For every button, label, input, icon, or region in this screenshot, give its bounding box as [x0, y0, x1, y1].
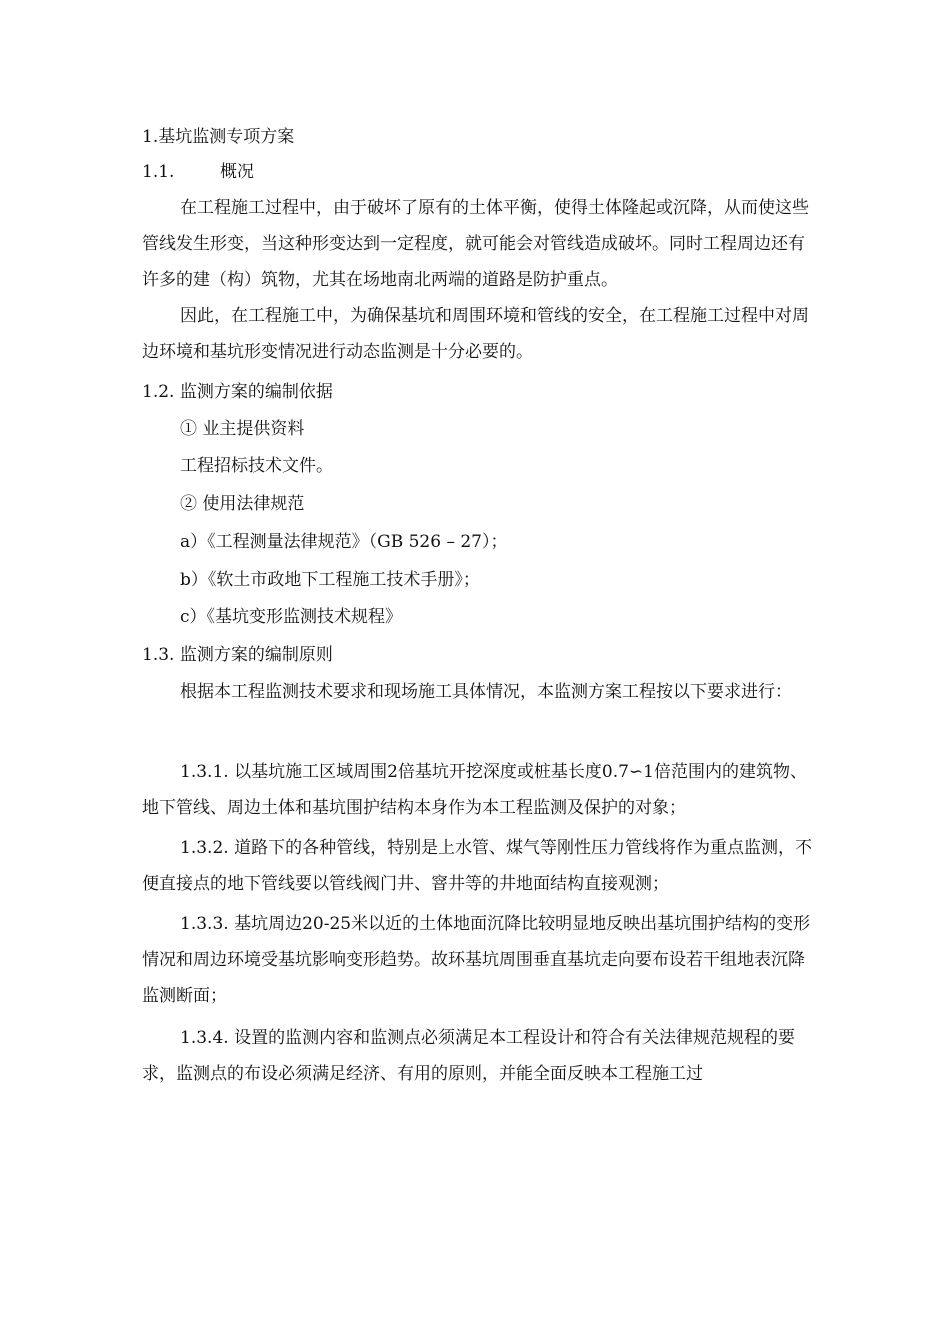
- heading-1-1: [142, 162, 254, 182]
- heading-1: 1.基坑监测专项方案: [142, 127, 295, 147]
- list-item-regulation-b: b）《软土市政地下工程施工技术手册》；: [180, 570, 480, 590]
- paragraph-overview-1: 在工程施工过程中，由于破坏了原有的土体平衡，使得土体隆起或沉降，从而使这些管线发生形变，当这种形变达到一定程度，就可能会对管线造成破坏。同时工程周边还有许多的建（构）筑物，尤其在场地南北两端的道路是防护重点。: [142, 198, 809, 290]
- paragraph-1-3-3: 1.3.3. 基坑周边20-25米以近的土体地面沉降比较明显地反映出基坑围护结构的变形情况和周边环境受基坑影响变形趋势。故环基坑周围垂直基坑走向要布设若干组地表沉降监测断面；: [142, 914, 811, 1006]
- paragraph-1-3-1: 1.3.1. 以基坑施工区域周围2倍基坑开挖深度或桩基长度0.7∽1倍范围内的建筑物、地下管线、周边土体和基坑围护结构本身作为本工程监测及保护的对象；: [142, 762, 807, 818]
- paragraph-overview-2: 因此，在工程施工中，为确保基坑和周围环境和管线的安全，在工程施工过程中对周边环境和基坑形变情况进行动态监测是十分必要的。: [142, 306, 809, 362]
- list-item-regulation-c: c）《基坑变形监测技术规程》: [180, 607, 403, 627]
- list-item-regulation-a: a）《工程测量法律规范》（GB 526 – 27）；: [180, 532, 508, 552]
- heading-1-1-number: 1.1.: [142, 162, 175, 182]
- heading-1-2: 1.2. 监测方案的编制依据: [142, 382, 333, 402]
- heading-1-1-title: 概况: [220, 162, 254, 182]
- paragraph-1-3-2: 1.3.2. 道路下的各种管线，特别是上水管、煤气等刚性压力管线将作为重点监测，不便直接点的地下管线要以管线阀门井、窨井等的井地面结构直接观测；: [142, 838, 813, 894]
- list-item-regulations: ② 使用法律规范: [180, 494, 305, 514]
- list-item-owner-data: ① 业主提供资料: [180, 419, 305, 439]
- list-item-owner-data-text: 工程招标技术文件。: [180, 456, 333, 476]
- heading-1-3: 1.3. 监测方案的编制原则: [142, 645, 333, 665]
- paragraph-principles: 根据本工程监测技术要求和现场施工具体情况，本监测方案工程按以下要求进行：: [180, 682, 792, 702]
- paragraph-1-3-4: 1.3.4. 设置的监测内容和监测点必须满足本工程设计和符合有关法律规范规程的要求，监测点的布设必须满足经济、有用的原则，并能全面反映本工程施工过: [142, 1028, 796, 1084]
